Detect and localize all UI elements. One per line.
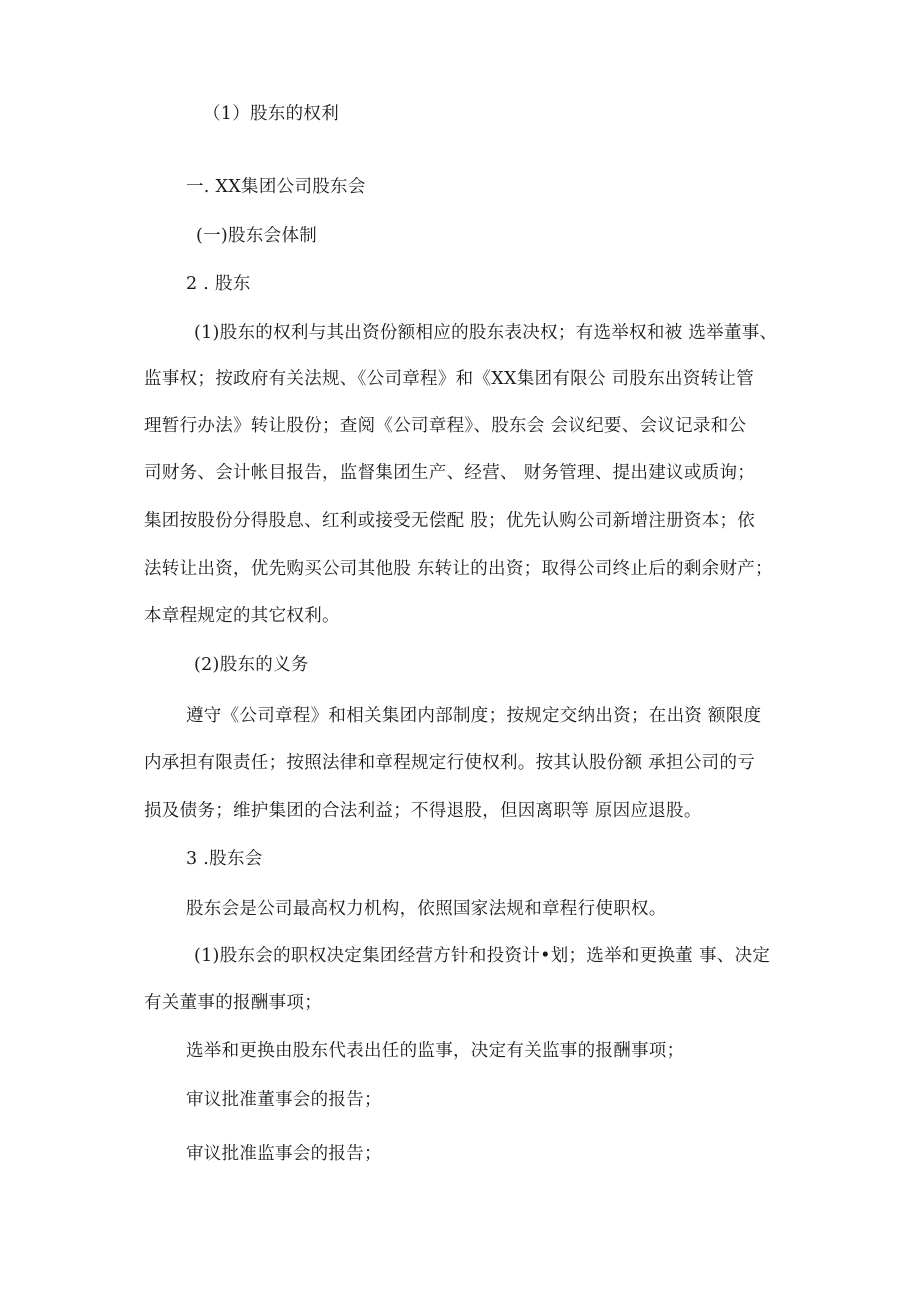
rights-paragraph-line: (1)股东的权利与其出资份额相应的股东表决权；有选举权和被 选举董事、 xyxy=(194,323,778,343)
rights-paragraph-line: 法转让出资，优先购买公司其他股 东转让的出资；取得公司终止后的剩余财产； xyxy=(144,559,773,579)
supervisory-report-line: 审议批准监事会的报告； xyxy=(186,1144,382,1164)
item-heading-shareholders-meeting: 3 .股东会 xyxy=(186,849,263,869)
item-heading-shareholders: 2 . 股东 xyxy=(186,274,251,294)
subsection-heading-meeting-system: (一)股东会体制 xyxy=(196,226,318,246)
rights-paragraph-line: 监事权；按政府有关法规、《公司章程》和《XX集团有限公 司股东出资转让管 xyxy=(144,369,755,389)
supervisors-election-line: 选举和更换由股东代表出任的监事，决定有关监事的报酬事项； xyxy=(186,1041,685,1061)
section-heading-shareholders-meeting: 一. XX集团公司股东会 xyxy=(186,177,366,197)
meeting-intro-text: 股东会是公司最高权力机构，依照国家法规和章程行使职权。 xyxy=(186,899,667,919)
duties-paragraph-line: 遵守《公司章程》和相关集团内部制度；按规定交纳出资；在出资 额限度 xyxy=(186,706,762,726)
rights-paragraph-line: 集团按股份分得股息、红利或接受无偿配 股；优先认购公司新增注册资本；依 xyxy=(144,511,756,531)
powers-paragraph-line: (1)股东会的职权决定集团经营方针和投资计•划；选举和更换董 事、决定 xyxy=(194,946,771,966)
duties-paragraph-line: 内承担有限责任；按照法律和章程规定行使权利。按其认股份额 承担公司的亏 xyxy=(144,753,756,773)
board-report-line: 审议批准董事会的报告； xyxy=(186,1090,382,1110)
duties-heading: (2)股东的义务 xyxy=(194,655,309,675)
heading-shareholder-rights: （1）股东的权利 xyxy=(203,104,340,124)
rights-paragraph-line: 司财务、会计帐目报告，监督集团生产、经营、 财务管理、提出建议或质询； xyxy=(144,463,756,483)
powers-paragraph-line: 有关董事的报酬事项； xyxy=(144,993,322,1013)
rights-paragraph-line: 本章程规定的其它权利。 xyxy=(144,606,340,626)
duties-paragraph-line: 损及债务；维护集团的合法利益；不得退股，但因离职等 原因应退股。 xyxy=(144,801,702,821)
rights-paragraph-line: 理暂行办法》转让股份；查阅《公司章程》、股东会 会议纪要、会议记录和公 xyxy=(144,416,747,436)
